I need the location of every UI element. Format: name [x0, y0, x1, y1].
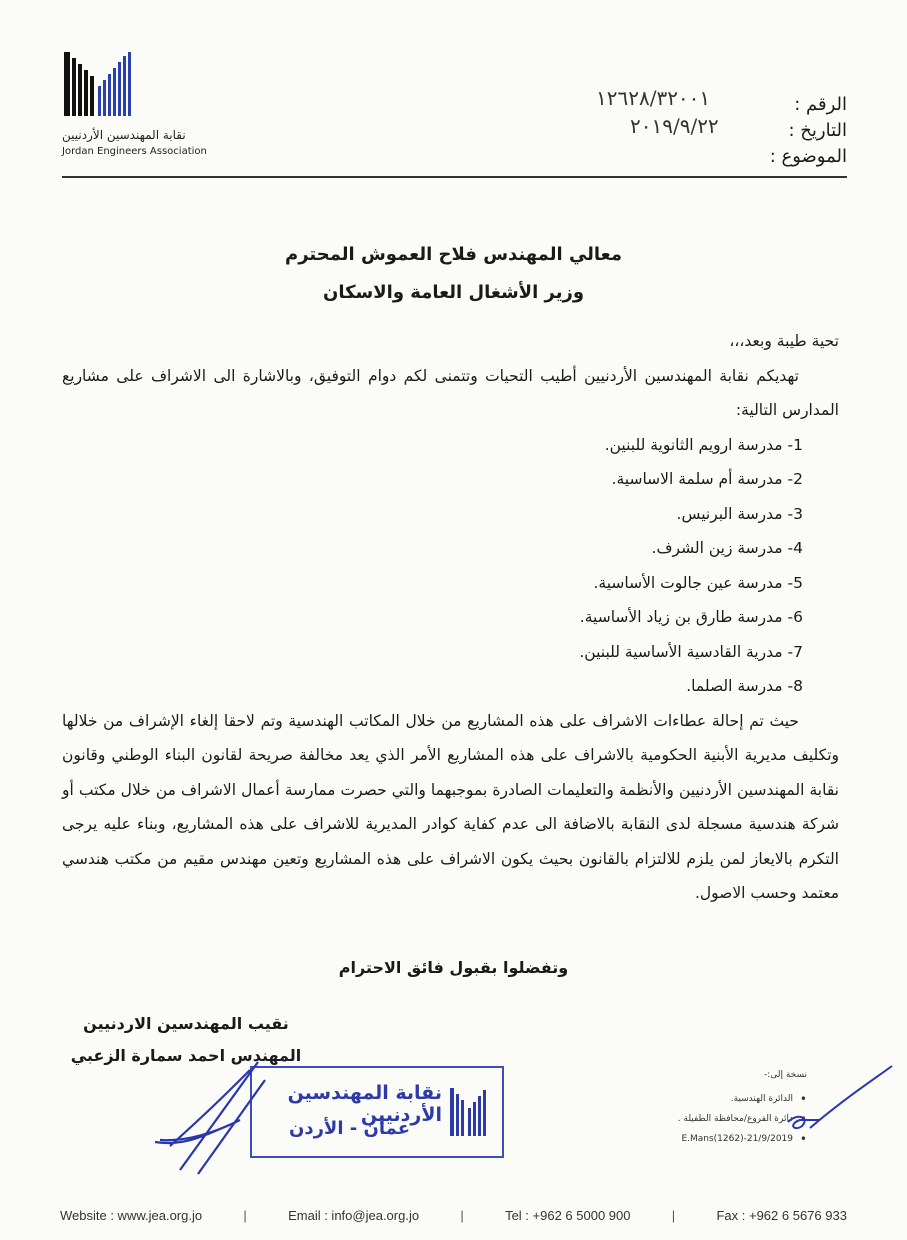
- date-handwritten: ٢٠١٩/٩/٢٢: [630, 114, 719, 138]
- list-item: 5- مدرسة عين جالوت الأساسية.: [593, 573, 803, 592]
- cc-title: نسخة إلى:-: [763, 1070, 807, 1080]
- schools-list: [62, 428, 839, 704]
- logo-name-english: Jordan Engineers Association: [62, 146, 207, 157]
- ref-number-handwritten: ١٢٦٢٨/٣٢٠٠١: [596, 86, 711, 110]
- list-item: 1- مدرسة ارويم الثانوية للبنين.: [604, 435, 803, 454]
- subject-row: [547, 144, 847, 170]
- footer-separator: |: [671, 1208, 676, 1223]
- stamp-line-2: عمان - الأردن: [288, 1118, 410, 1139]
- initials-signature-icon: [780, 1062, 895, 1137]
- list-item: • دائرة الفروع/محافظة الطفيلة .: [678, 1114, 807, 1134]
- header-divider: [62, 176, 847, 178]
- footer-separator: |: [243, 1208, 247, 1223]
- stamp-line-1: نقابة المهندسين الأردنيين: [287, 1082, 442, 1126]
- list-item: 4- مدرسة زين الشرف.: [651, 539, 803, 557]
- stamp-logo-icon: [448, 1088, 492, 1142]
- letter-body: [62, 324, 839, 911]
- list-item: 7- مدرية القادسية الأساسية للبنين.: [579, 642, 803, 661]
- subject-label: الموضوع :: [769, 146, 847, 167]
- footer-tel: Tel : +962 6 5000 900: [505, 1208, 631, 1223]
- list-item: 8- مدرسة الصلما.: [686, 677, 803, 695]
- main-paragraph: حيث تم إحالة عطاءات الاشراف على هذه المشاريع من خلال المكاتب الهندسية وتم لاحقا إلغاء الإشراف من خلالها وتكليف مديرية الأبنية الحكومية بالاشراف على هذه المشاريع الأمر الذي يعد مخالفة صريحة لقانون البناء الوطني وقانون نقابة المهندسين الأردنيين والأنظمة والتعليمات الصادرة بموجبهما والتي حصرت ممارسة أعمال الاشراف من خلال مكتب أو شركة هندسية مسجلة لدى النقابة بالاضافة الى عدم كفاية كوادر المديرية للاشراف على هذه المشاريع، وبناء عليه يرجى التكرم بالايعاز لمن يلزم للالتزام بالقانون بحيث يكون الاشراف على هذه المشاريع وتعين مهندس مقيم من مكتب هندسي معتمد وحسب الاصول.: [62, 711, 839, 902]
- list-item: 2- مدرسة أم سلمة الاساسية.: [611, 470, 803, 488]
- list-item: • E.Mans(1262)-21/9/2019: [678, 1134, 807, 1154]
- list-item: • الدائرة الهندسية.: [678, 1094, 807, 1114]
- greeting: تحية طيبة وبعد،،،: [729, 332, 839, 350]
- signatory-title: نقيب المهندسين الاردنيين: [83, 1014, 289, 1033]
- footer-contacts: [60, 1208, 847, 1223]
- jea-logo-mark-icon: [62, 52, 152, 128]
- official-stamp: [250, 1066, 504, 1158]
- list-item: 6- مدرسة طارق بن زياد الأساسية.: [579, 608, 803, 626]
- addressee-title: وزير الأشغال العامة والاسكان: [322, 282, 585, 303]
- jea-logo: [62, 52, 222, 128]
- signatory-name: المهندس احمد سمارة الزعبي: [70, 1046, 302, 1065]
- intro-paragraph: تهديكم نقابة المهندسين الأردنيين أطيب التحيات وتتمنى لكم دوام التوفيق، وبالاشارة الى الاشراف على مشاريع المدارس التالية:: [62, 366, 839, 419]
- list-item: 3- مدرسة البرنيس.: [676, 504, 803, 523]
- footer-fax: Fax : +962 6 5676 933: [716, 1208, 847, 1223]
- handwritten-signature-icon: [150, 1050, 270, 1180]
- footer-email: Email : info@jea.org.jo: [288, 1208, 420, 1223]
- footer-separator: |: [460, 1208, 464, 1223]
- logo-name-arabic: نقابة المهندسين الأردنيين: [62, 128, 186, 142]
- addressee: [0, 236, 907, 312]
- closing-line: وتفضلوا بقبول فائق الاحترام: [338, 958, 569, 977]
- ref-label: الرقم :: [794, 94, 847, 115]
- addressee-name: معالي المهندس فلاح العموش المحترم: [285, 244, 622, 265]
- footer-website: Website : www.jea.org.jo: [60, 1208, 203, 1223]
- date-label: التاريخ :: [788, 120, 847, 141]
